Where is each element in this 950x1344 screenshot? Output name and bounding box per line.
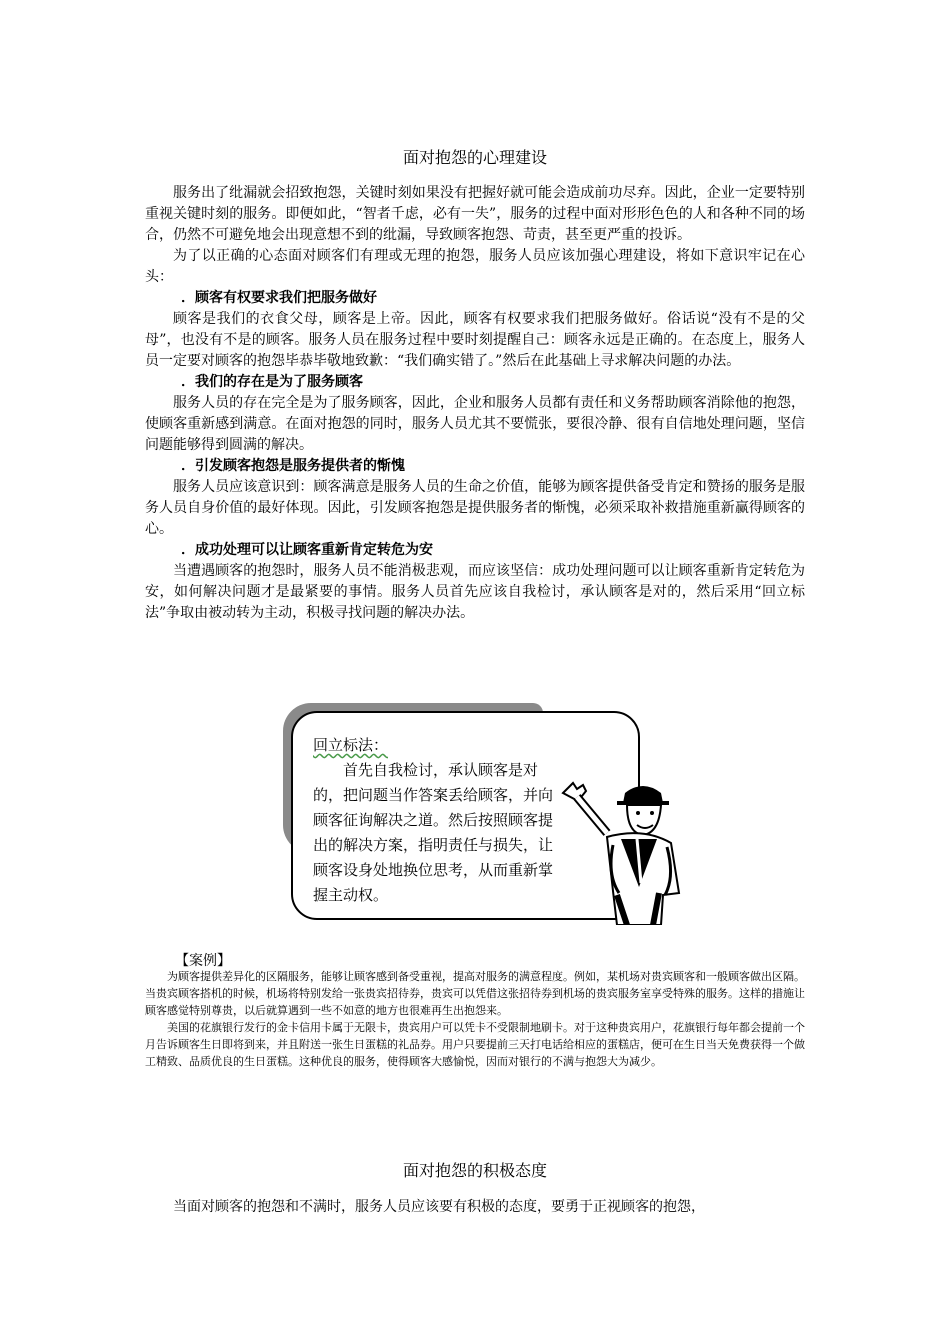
callout-text (313, 733, 563, 908)
point-heading: ．我们的存在是为了服务顾客 (181, 374, 363, 390)
point-text: 当遭遇顾客的抱怨时，服务人员不能消极悲观，而应该坚信：成功处理问题可以让顾客重新肯定转危为安，如何解决问题才是最紧要的事情。服务人员首先应该自我检讨，承认顾客是对的，然后采用“回立标法”争取由被动转为主动，积极寻找问题的解决办法。 (145, 563, 805, 621)
point-text: 服务人员的存在完全是为了服务顾客，因此，企业和服务人员都有责任和义务帮助顾客消除他的抱怨，使顾客重新感到满意。在面对抱怨的同时，服务人员尤其不要慌张，要很冷静、很有自信地处理问题，坚信问题能够得到圆满的解决。 (145, 395, 805, 453)
intro-paragraph: 服务出了纰漏就会招致抱怨，关键时刻如果没有把握好就可能会造成前功尽弃。因此，企业一定要特别重视关键时刻的服务。即便如此，“智者千虑，必有一失”，服务的过程中面对形形色色的人和各种不同的场合，仍然不可避免地会出现意想不到的纰漏，导致顾客抱怨、苛责，甚至更严重的投诉。 (145, 185, 805, 243)
section-title-psychology: 面对抱怨的心理建设 (402, 148, 547, 167)
point-heading: ．成功处理可以让顾客重新肯定转危为安 (181, 542, 433, 558)
point-heading: ．引发顾客抱怨是服务提供者的惭愧 (181, 458, 405, 474)
callout-title: 回立标法： (313, 736, 389, 754)
section-title-positive-attitude: 面对抱怨的积极态度 (402, 1161, 547, 1180)
section-body-psychology (145, 183, 805, 624)
case-paragraph: 为顾客提供差异化的区隔服务，能够让顾客感到备受重视，提高对服务的满意程度。例如，某机场对贵宾顾客和一般顾客做出区隔。当贵宾顾客搭机的时候，机场将特别发给一张贵宾招待券，贵宾可以凭借这张招待券到机场的贵宾服务室享受特殊的服务。这样的措施让顾客感觉特别尊贵，以后就算遇到一些不如意的地方也很难再生出抱怨来。 (145, 970, 805, 1017)
point-text: 顾客是我们的衣食父母，顾客是上帝。因此，顾客有权要求我们把服务做好。俗话说“没有不是的父母”，也没有不是的顾客。服务人员在服务过程中要时刻提醒自己：顾客永远是正确的。在态度上，服务人员一定要对顾客的抱怨毕恭毕敬地致歉：“我们确实错了。”然后在此基础上寻求解决问题的办法。 (145, 311, 805, 369)
point-heading: ．顾客有权要求我们把服务做好 (181, 290, 377, 306)
presenter-man-illustration (555, 775, 685, 925)
case-paragraph: 美国的花旗银行发行的金卡信用卡属于无限卡，贵宾用户可以凭卡不受限制地刷卡。对于这种贵宾用户，花旗银行每年都会提前一个月告诉顾客生日即将到来，并且附送一张生日蛋糕的礼品券。用户只要提前三天打电话给相应的蛋糕店，便可在生日当天免费获得一个做工精致、品质优良的生日蛋糕。这种优良的服务，使得顾客大感愉悦，因而对银行的不满与抱怨大为减少。 (145, 1021, 805, 1068)
intro-paragraph: 当面对顾客的抱怨和不满时，服务人员应该要有积极的态度，要勇于正视顾客的抱怨， (173, 1199, 705, 1215)
case-label: 【案例】 (175, 953, 231, 969)
section-body-positive-attitude (145, 1197, 805, 1218)
point-text: 服务人员应该意识到：顾客满意是服务人员的生命之价值，能够为顾客提供备受肯定和赞扬的服务是服务人员自身价值的最好体现。因此，引发顾客抱怨是提供服务者的惭愧，必须采取补救措施重新赢得顾客的心。 (145, 479, 805, 537)
intro-paragraph: 为了以正确的心态面对顾客们有理或无理的抱怨，服务人员应该加强心理建设，将如下意识牢记在心头： (145, 248, 805, 285)
callout-body: 首先自我检讨，承认顾客是对的，把问题当作答案丢给顾客，并向顾客征询解决之道。然后按照顾客提出的解决方案，指明责任与损失，让顾客设身处地换位思考，从而重新掌握主动权。 (313, 761, 554, 904)
case-body (145, 968, 805, 1070)
